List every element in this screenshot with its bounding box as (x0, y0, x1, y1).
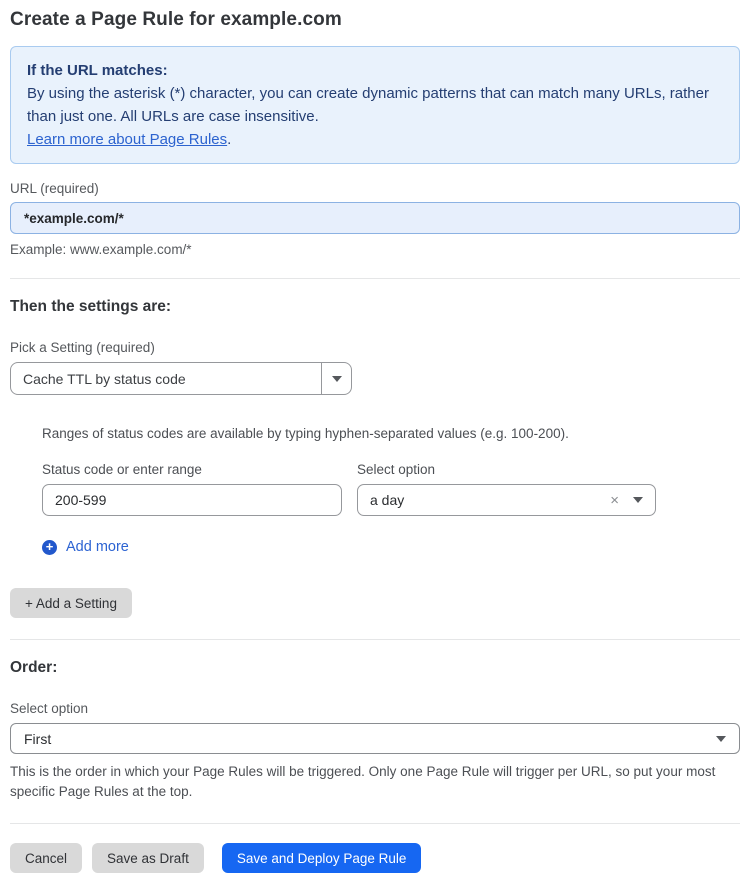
add-more-label: Add more (66, 539, 129, 555)
cancel-button[interactable]: Cancel (10, 843, 82, 873)
order-select-label: Select option (10, 701, 89, 716)
ttl-field-group (357, 462, 656, 516)
order-help-text: This is the order in which your Page Rules will be triggered. Only one Page Rule will trigger per URL, so put your most specific Page Rules at the top. (10, 764, 716, 799)
url-field-label: URL (required) (10, 181, 99, 196)
setting-dropdown-value: Cache TTL by status code (23, 370, 186, 387)
ttl-select-value: a day (370, 492, 405, 508)
url-input[interactable] (10, 202, 740, 234)
status-code-input[interactable] (42, 484, 342, 516)
ttl-select-label: Select option (357, 462, 436, 477)
url-matches-info-box (10, 46, 740, 164)
order-select[interactable] (10, 723, 740, 754)
link-period: . (227, 131, 232, 148)
info-box-body: By using the asterisk (*) character, you can create dynamic patterns that can match many URLs, rather than just one. All URLs are case insensitive. (27, 85, 709, 125)
url-example-text: Example: www.example.com/* (10, 242, 192, 257)
setting-dropdown[interactable] (10, 362, 352, 395)
status-code-field-group (42, 462, 342, 516)
pick-setting-label: Pick a Setting (required) (10, 340, 155, 355)
chevron-down-icon (633, 497, 643, 503)
info-box-link-line (27, 128, 723, 151)
clear-icon[interactable]: × (610, 491, 619, 509)
divider (10, 278, 740, 279)
save-as-draft-button[interactable]: Save as Draft (92, 843, 204, 873)
setting-dropdown-caret-segment[interactable] (321, 363, 351, 394)
info-box-heading: If the URL matches: (27, 62, 168, 79)
add-setting-button[interactable]: + Add a Setting (10, 588, 132, 618)
chevron-down-icon (332, 376, 342, 382)
divider (10, 639, 740, 640)
add-more-button[interactable] (42, 539, 129, 555)
settings-heading: Then the settings are: (10, 298, 172, 315)
learn-more-link[interactable]: Learn more about Page Rules (27, 131, 228, 148)
footer-actions (10, 843, 740, 873)
page-rule-form (0, 9, 750, 873)
ttl-select[interactable] (357, 484, 656, 516)
chevron-down-icon (716, 736, 726, 742)
order-select-value: First (24, 730, 52, 747)
save-and-deploy-button[interactable]: Save and Deploy Page Rule (222, 843, 422, 873)
page-title: Create a Page Rule for example.com (10, 9, 342, 30)
divider (10, 823, 740, 824)
status-code-row (42, 462, 740, 516)
order-heading: Order: (10, 659, 58, 676)
status-range-hint: Ranges of status codes are available by typing hyphen-separated values (e.g. 100-200). (42, 426, 569, 441)
plus-circle-icon: + (42, 540, 57, 555)
status-code-label: Status code or enter range (42, 462, 202, 477)
